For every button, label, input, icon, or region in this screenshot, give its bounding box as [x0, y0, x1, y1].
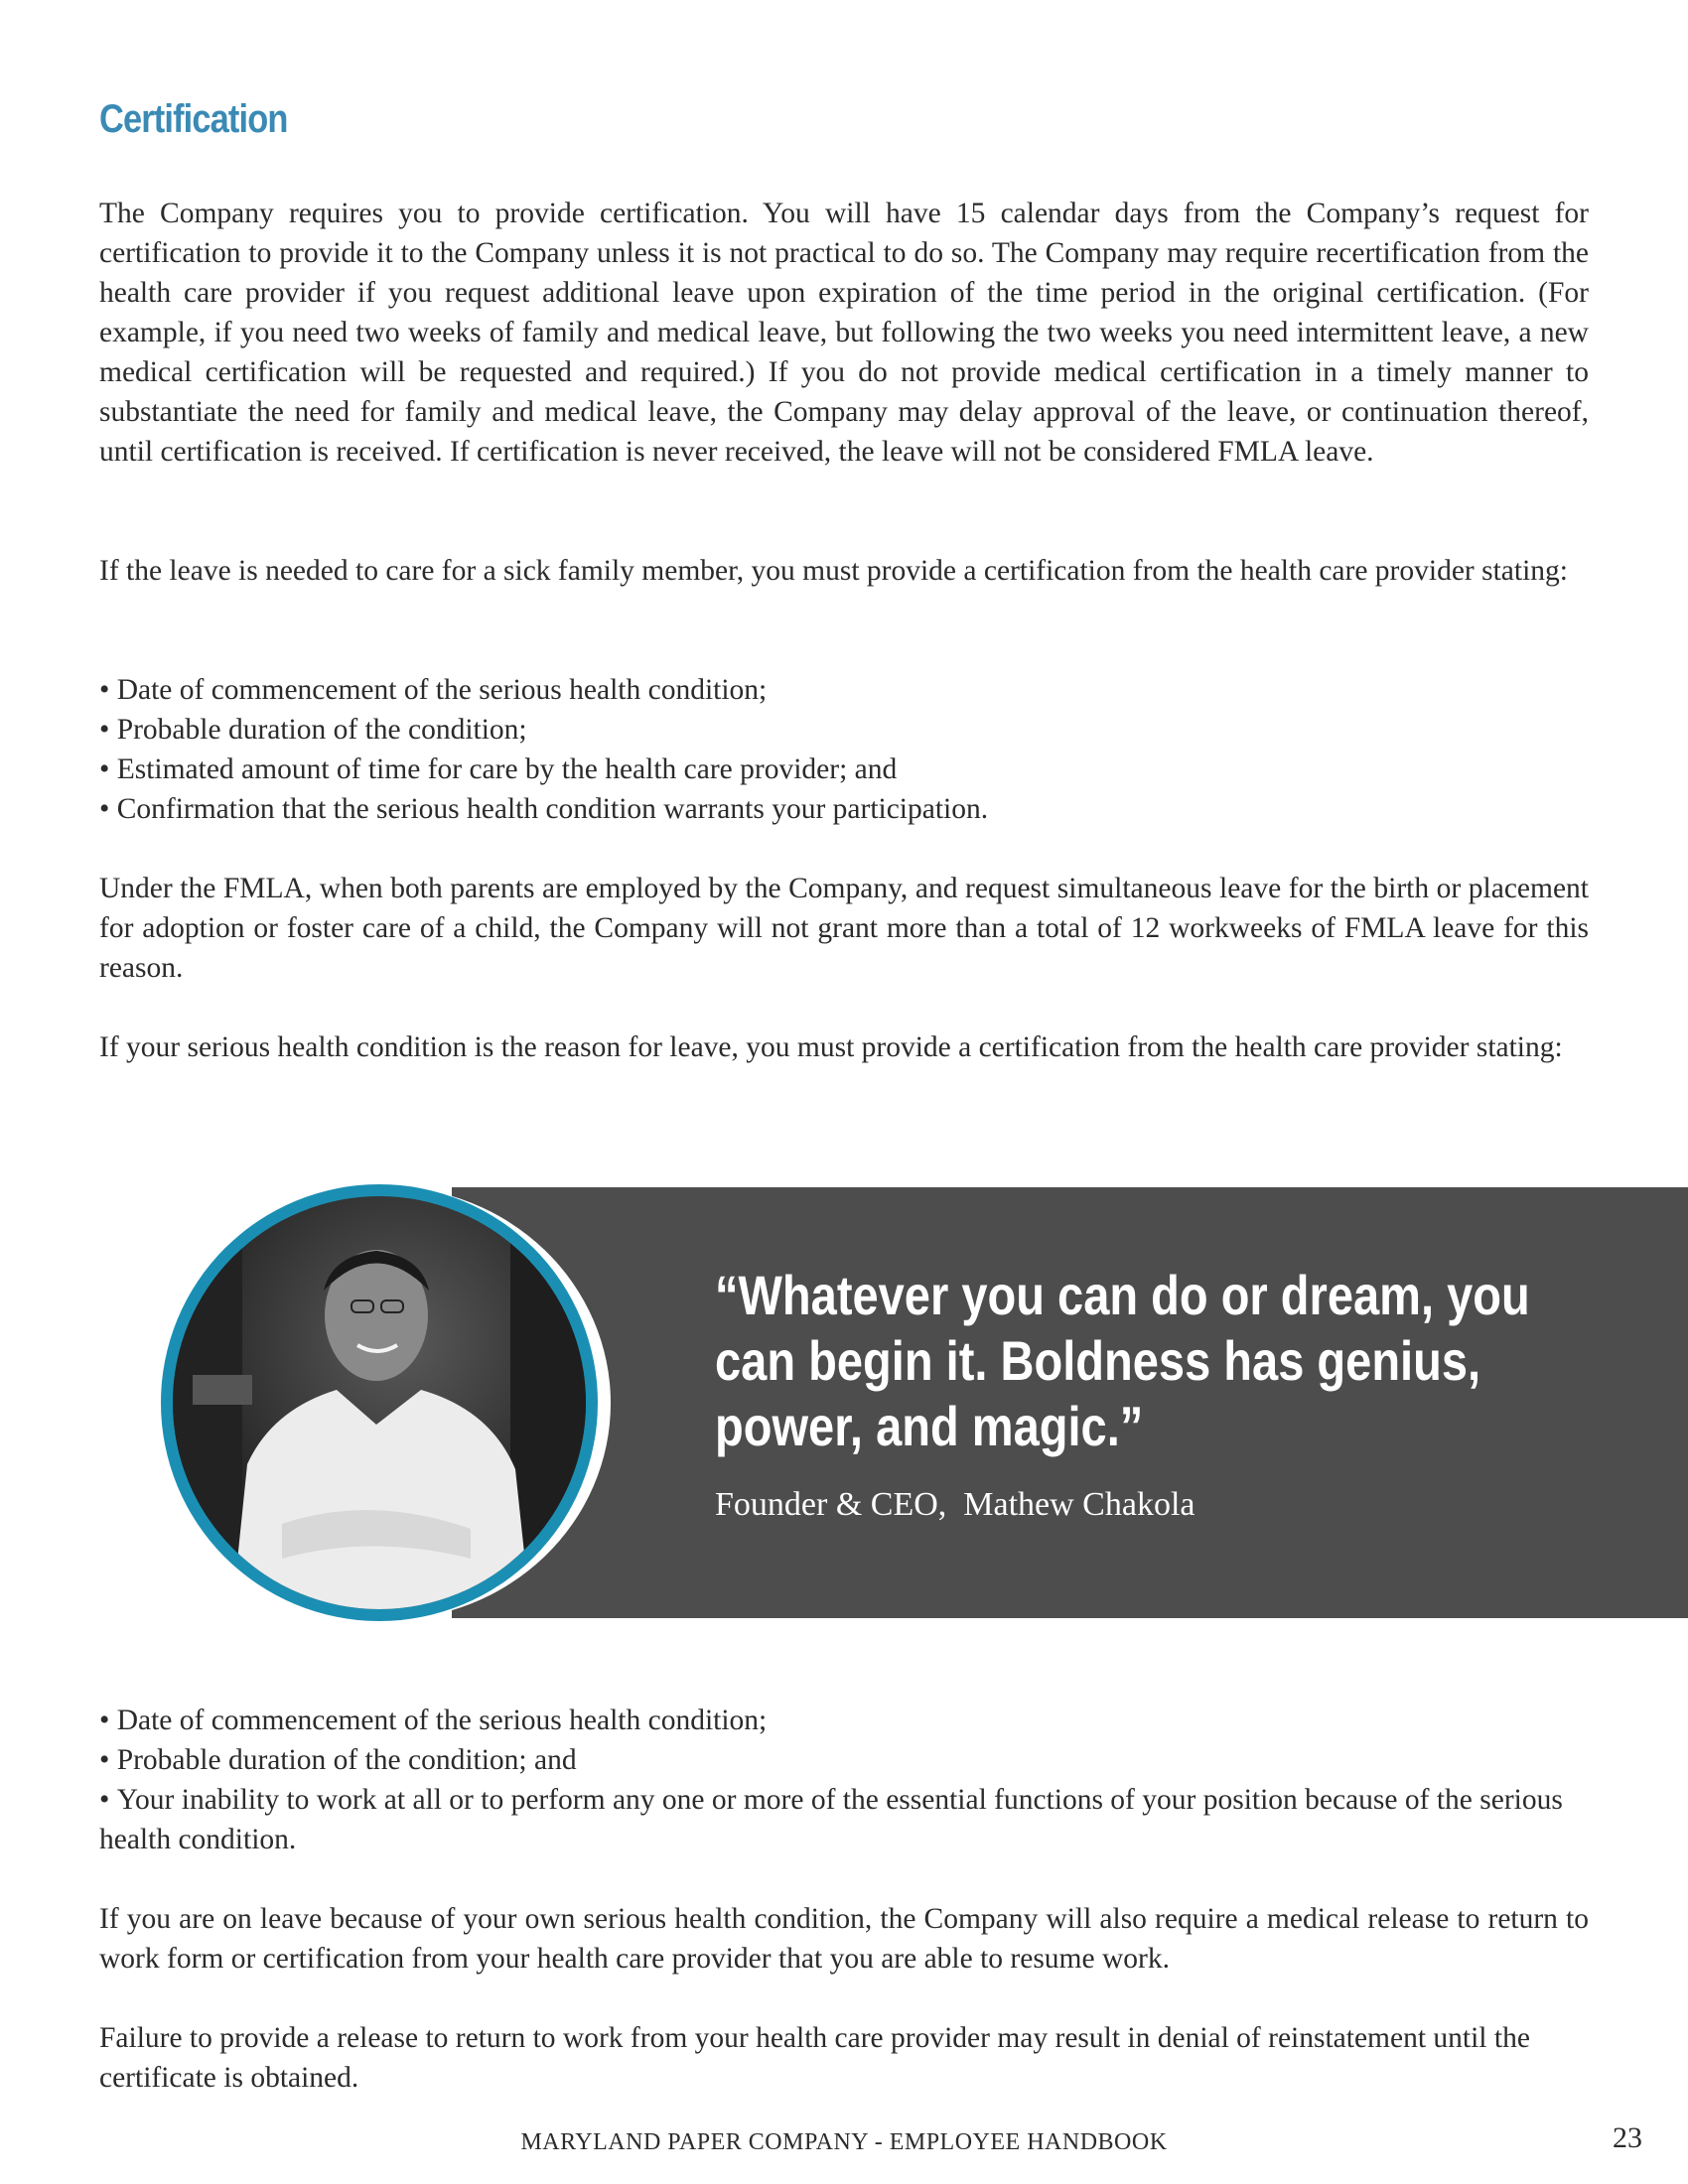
quote-text: “Whatever you can do or dream, you can begin it. Boldness has genius, power, and magic.” [715, 1264, 1530, 1457]
portrait-illustration [173, 1196, 586, 1609]
list-item: • Probable duration of the condition; [99, 710, 1589, 750]
section-heading: Certification [99, 97, 288, 141]
founder-portrait [173, 1196, 586, 1609]
list-item: • Your inability to work at all or to perform any one or more of the essential functions of your position because of the serious health condition. [99, 1780, 1589, 1859]
list-item: • Date of commencement of the serious health condition; [99, 670, 1589, 710]
paragraph-own-condition-certification: If your serious health condition is the reason for leave, you must provide a certification from the health care provider stating: [99, 1031, 1563, 1063]
list-item: • Date of commencement of the serious health condition; [99, 1701, 1589, 1740]
quote-attribution: Founder & CEO, Mathew Chakola [715, 1486, 1196, 1523]
list-item: • Probable duration of the condition; and [99, 1740, 1589, 1780]
paragraph-failure-release: Failure to provide a release to return to work from your health care provider may result in denial of reinstatement until the certificate is obtained. [99, 2022, 1530, 2094]
paragraph-medical-release: If you are on leave because of your own serious health condition, the Company will also require a medical release to return to work form or certification from your health care provider that you are able to resume work. [99, 1903, 1589, 1975]
list-item: • Estimated amount of time for care by the health care provider; and [99, 750, 1589, 789]
paragraph-family-member-certification: If the leave is needed to care for a sick family member, you must provide a certification from the health care provider stating: [99, 555, 1568, 587]
bullet-list-family [99, 670, 1589, 829]
paragraph-both-parents: Under the FMLA, when both parents are employed by the Company, and request simultaneous leave for the birth or placement for adoption or foster care of a child, the Company will not grant more than a total of 12 workweeks of FMLA leave for this reason. [99, 873, 1589, 984]
bullet-list-self [99, 1701, 1589, 1859]
list-item: • Confirmation that the serious health condition warrants your participation. [99, 789, 1589, 829]
footer-title: MARYLAND PAPER COMPANY - EMPLOYEE HANDBOOK [520, 2129, 1168, 2155]
paragraph-certification-requirement: The Company requires you to provide certification. You will have 15 calendar days from the Company’s request for certification to provide it to the Company unless it is not practical to do so. The Company may require recertification from the health care provider if you request additional leave upon expiration of the time period in the original certification. (For example, if you need two weeks of family and medical leave, but following the two weeks you need intermittent leave, a new medical certification will be requested and required.) If you do not provide medical certification in a timely manner to substantiate the need for family and medical leave, the Company may delay approval of the leave, or continuation thereof, until certification is received. If certification is never received, the leave will not be considered FMLA leave. [99, 198, 1589, 468]
page-number: 23 [1613, 2121, 1642, 2154]
photo-border-ring [161, 1184, 598, 1621]
